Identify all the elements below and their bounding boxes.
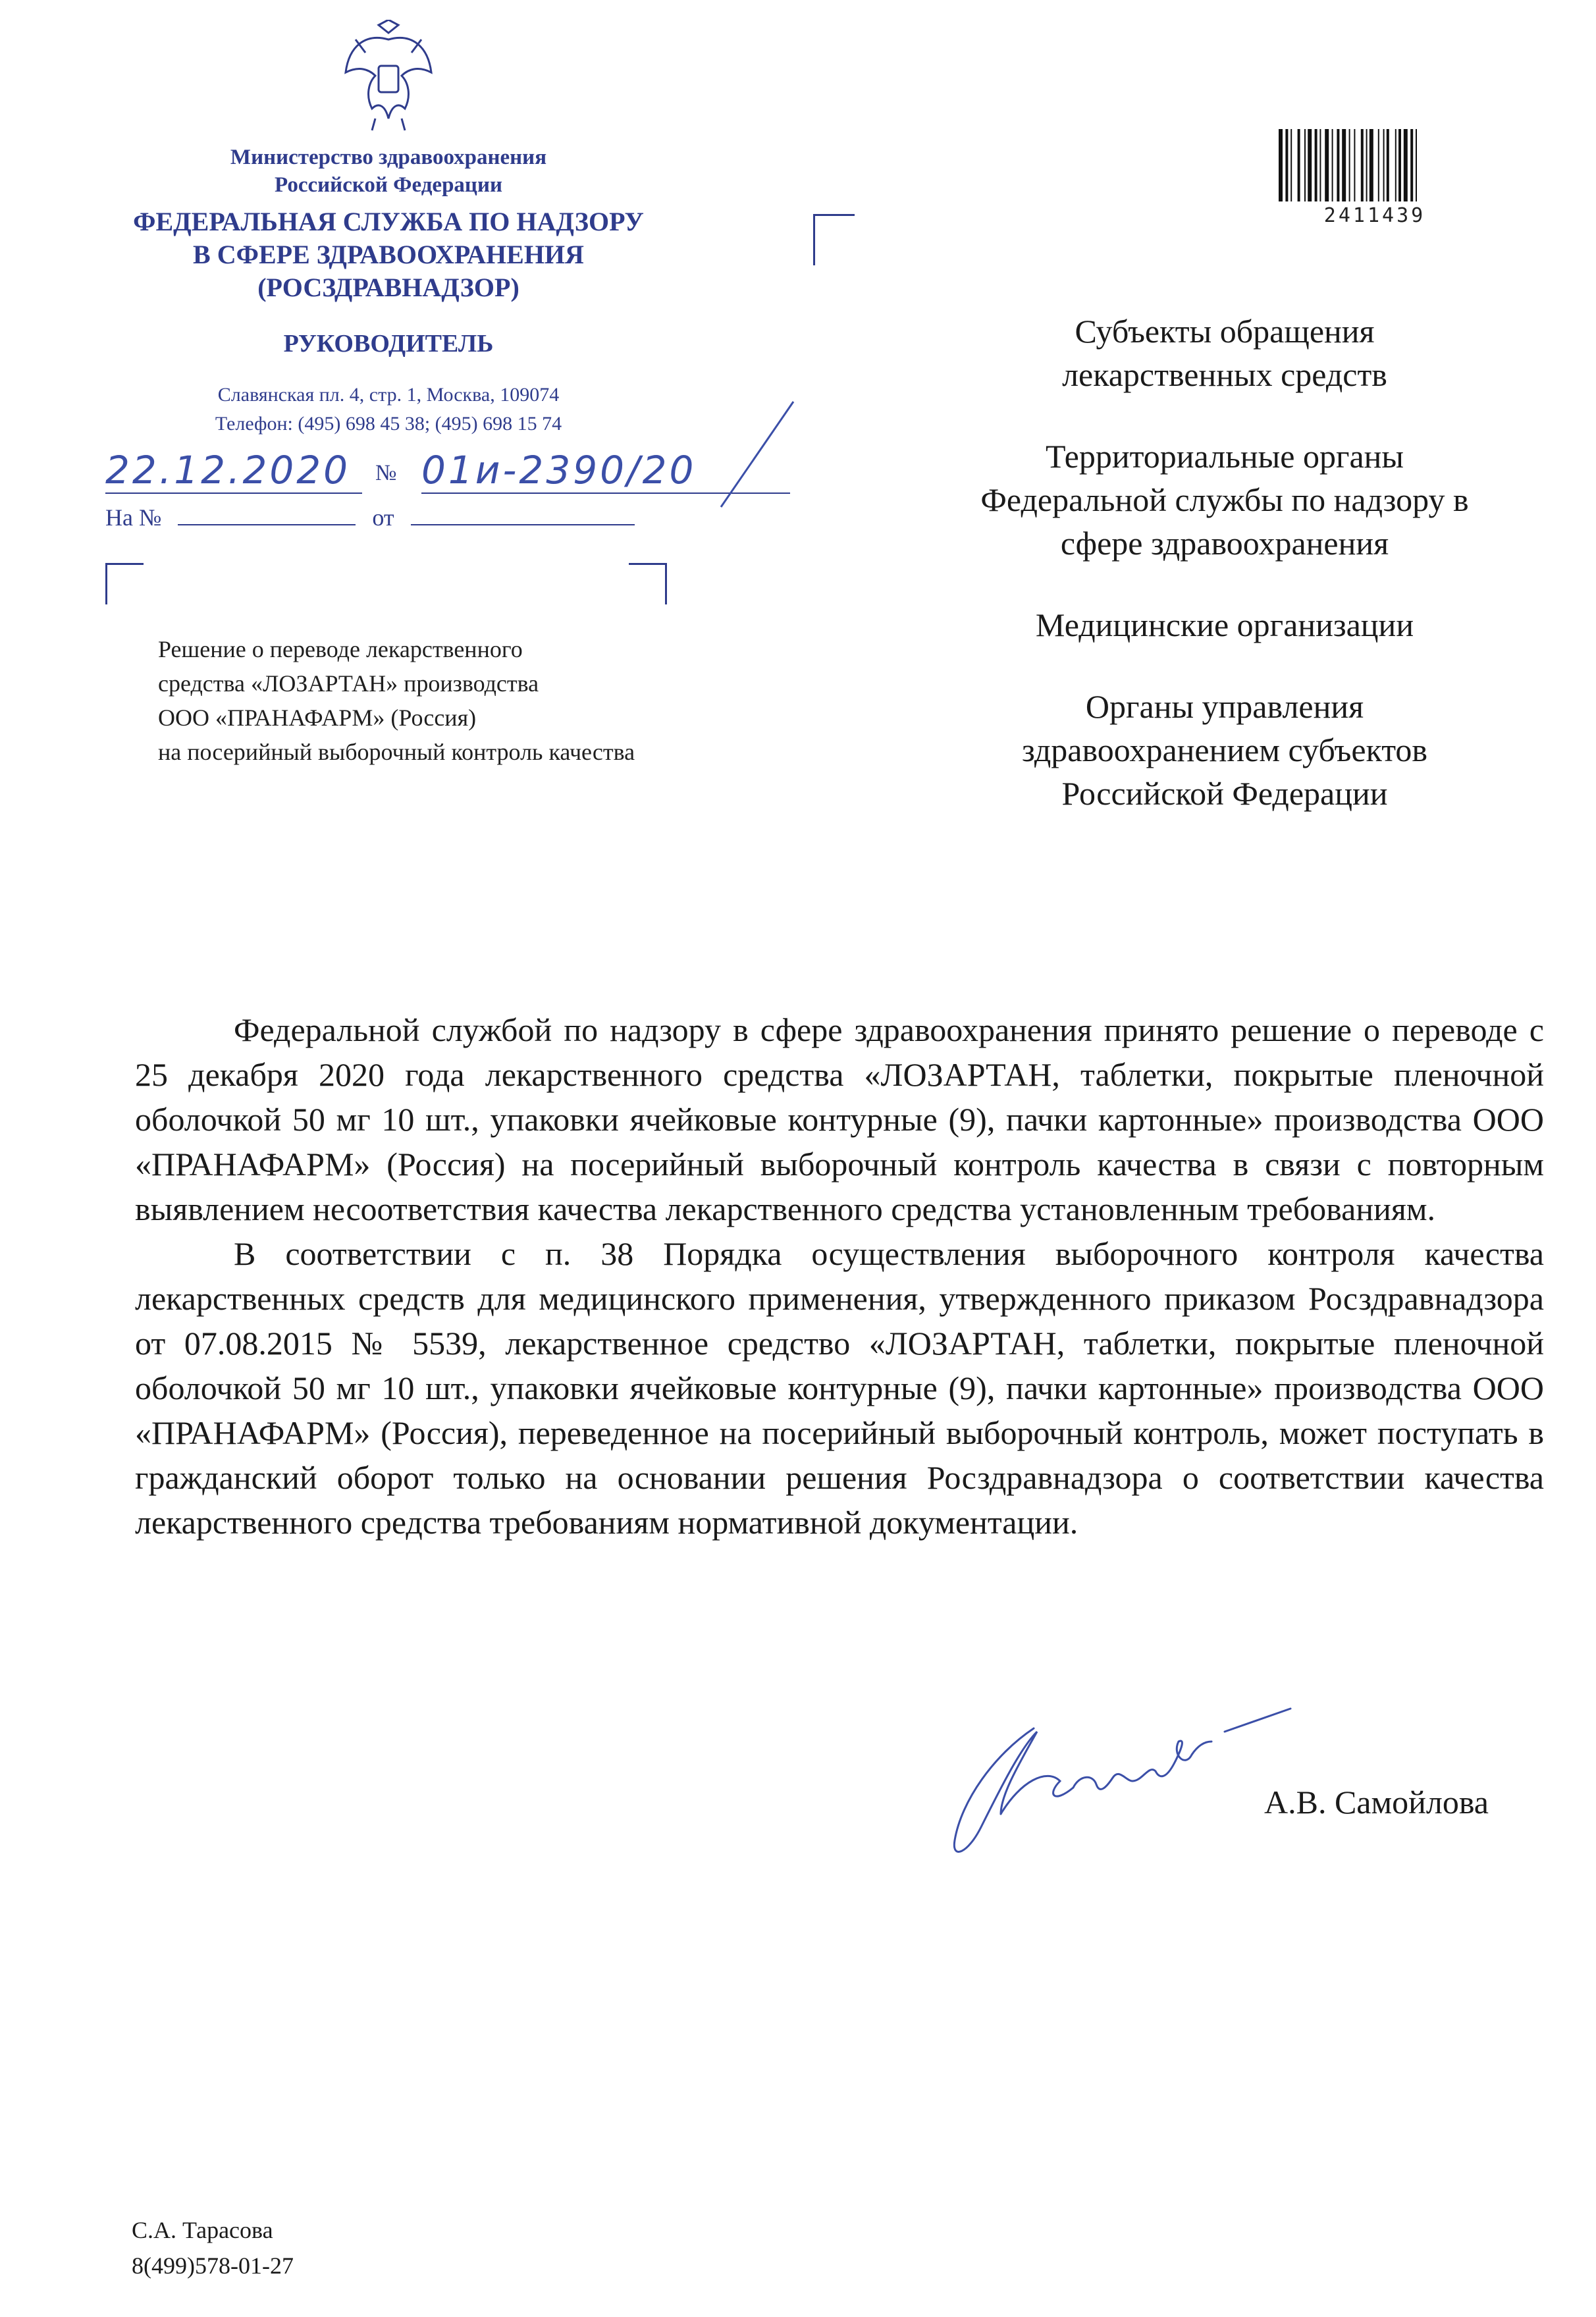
barcode-bar	[1319, 129, 1321, 201]
barcode-bar	[1370, 129, 1373, 201]
body-paragraph-1: Федеральной службой по надзору в сфере здравоохранения принято решение о переводе с 25 декабря 2020 года лекарственного средства «ЛОЗАРТАН, таблетки, покрытые пленочной оболочкой 50 мг 10 шт., упаковки ячейковые контурные (9), пачки картонные» производства ООО «ПРАНАФАРМ» (Россия) на посерийный выборочный контроль качества в связи с повторным выявлением несоответствия качества лекарственного средства установленным требованиям.	[135, 1011, 1544, 1227]
ref-date-blank	[411, 504, 635, 525]
service-line-1: ФЕДЕРАЛЬНАЯ СЛУЖБА ПО НАДЗОРУ	[133, 207, 644, 236]
service-line-2: В СФЕРЕ ЗДРАВООХРАНЕНИЯ	[193, 240, 584, 269]
addressee-line: сфере здравоохранения	[1060, 525, 1389, 562]
reference-row	[105, 504, 635, 531]
ref-from-label: от	[372, 504, 394, 531]
barcode-bar	[1304, 129, 1306, 201]
ref-number-blank	[178, 504, 356, 525]
service-line-3: (РОСЗДРАВНАДЗОР)	[257, 273, 519, 302]
barcode-number: 2411439	[1323, 204, 1426, 227]
registration-date: 22.12.2020	[105, 448, 362, 494]
addressee-line: здравоохранением субъектов	[1021, 732, 1428, 768]
barcode-bar	[1290, 129, 1292, 201]
addressee-group	[895, 435, 1554, 565]
coat-of-arms-icon	[339, 20, 438, 132]
barcode-bar	[1395, 129, 1396, 201]
barcode-bar	[1337, 129, 1339, 201]
addressee-line: Российской Федерации	[1061, 775, 1388, 812]
barcode-bar	[1387, 129, 1389, 201]
subject-line: на посерийный выборочный контроль качества	[158, 739, 635, 765]
service-name	[92, 205, 685, 304]
subject-line: ООО «ПРАНАФАРМ» (Россия)	[158, 705, 477, 731]
addressee-line: Территориальные органы	[1045, 438, 1404, 475]
phone: Телефон: (495) 698 45 38; (495) 698 15 74	[215, 413, 562, 435]
ministry-line-1: Министерство здравоохранения	[230, 146, 547, 169]
head-title: РУКОВОДИТЕЛЬ	[283, 330, 494, 358]
barcode-bar	[1416, 129, 1417, 201]
barcode-bar	[1383, 129, 1385, 201]
ministry-name	[92, 144, 685, 199]
barcode	[1276, 129, 1474, 208]
addressee-group	[895, 603, 1554, 647]
executor-phone: 8(499)578-01-27	[132, 2252, 294, 2279]
barcode-bar	[1342, 129, 1346, 201]
address: Славянская пл. 4, стр. 1, Москва, 109074	[217, 384, 560, 406]
barcode-bar	[1404, 129, 1408, 201]
barcode-bar	[1349, 129, 1350, 201]
addressee-group	[895, 309, 1554, 396]
addressee-group	[895, 685, 1554, 815]
barcode-bar	[1378, 129, 1379, 201]
barcode-bar	[1354, 129, 1355, 201]
subject-line: средства «ЛОЗАРТАН» производства	[158, 670, 539, 697]
barcode-bar	[1366, 129, 1368, 201]
barcode-bar	[1325, 129, 1329, 201]
addressee-line: Федеральной службы по надзору в	[980, 481, 1469, 518]
addressee-line: лекарственных средств	[1062, 356, 1387, 393]
letter-body	[135, 1007, 1544, 1545]
barcode-bar	[1279, 129, 1283, 201]
barcode-bar	[1308, 129, 1312, 201]
ref-prefix: На №	[105, 504, 162, 531]
subject-block	[158, 632, 816, 769]
subject-line: Решение о переводе лекарственного	[158, 636, 523, 662]
subject-corner-right	[629, 563, 667, 604]
addressee-line: Медицинские организации	[1035, 606, 1414, 643]
executor-name: С.А. Тарасова	[132, 2217, 273, 2243]
barcode-bar	[1315, 129, 1317, 201]
barcode-bar	[1410, 129, 1413, 201]
contact-block	[92, 381, 685, 439]
registration-number: 01и-2390/20	[421, 448, 790, 494]
ministry-line-2: Российской Федерации	[275, 173, 502, 197]
number-mark: №	[375, 461, 397, 485]
signer-name: А.В. Самойлова	[1264, 1784, 1489, 1821]
barcode-bar	[1298, 129, 1300, 201]
executor-block	[132, 2212, 294, 2283]
barcode-bar	[1332, 129, 1333, 201]
handwritten-signature	[922, 1682, 1317, 1880]
addressee-list	[895, 309, 1554, 853]
address-corner-mark	[813, 214, 855, 265]
body-paragraph-2: В соответствии с п. 38 Порядка осуществления выборочного контроля качества лекарственных средств для медицинского применения, утвержденного приказом Росздравнадзора от 07.08.2015 № 5539, лекарственное средство «ЛОЗАРТАН, таблетки, покрытые пленочной оболочкой 50 мг 10 шт., упаковки ячейковые контурные (9), пачки картонные» производства ООО «ПРАНАФАРМ» (Россия), переведенное на посерийный выборочный контроль, может поступать в гражданский оборот только на основании решения Росздравнадзора о соответствии качества лекарственного средства требованиям нормативной документации.	[135, 1235, 1544, 1541]
addressee-line: Органы управления	[1085, 688, 1364, 725]
registration-slash-mark	[711, 395, 803, 514]
subject-corner-left	[105, 563, 144, 604]
barcode-bar	[1361, 129, 1364, 201]
barcode-bar	[1398, 129, 1401, 201]
barcode-bar	[1285, 129, 1288, 201]
addressee-line: Субъекты обращения	[1075, 313, 1375, 350]
